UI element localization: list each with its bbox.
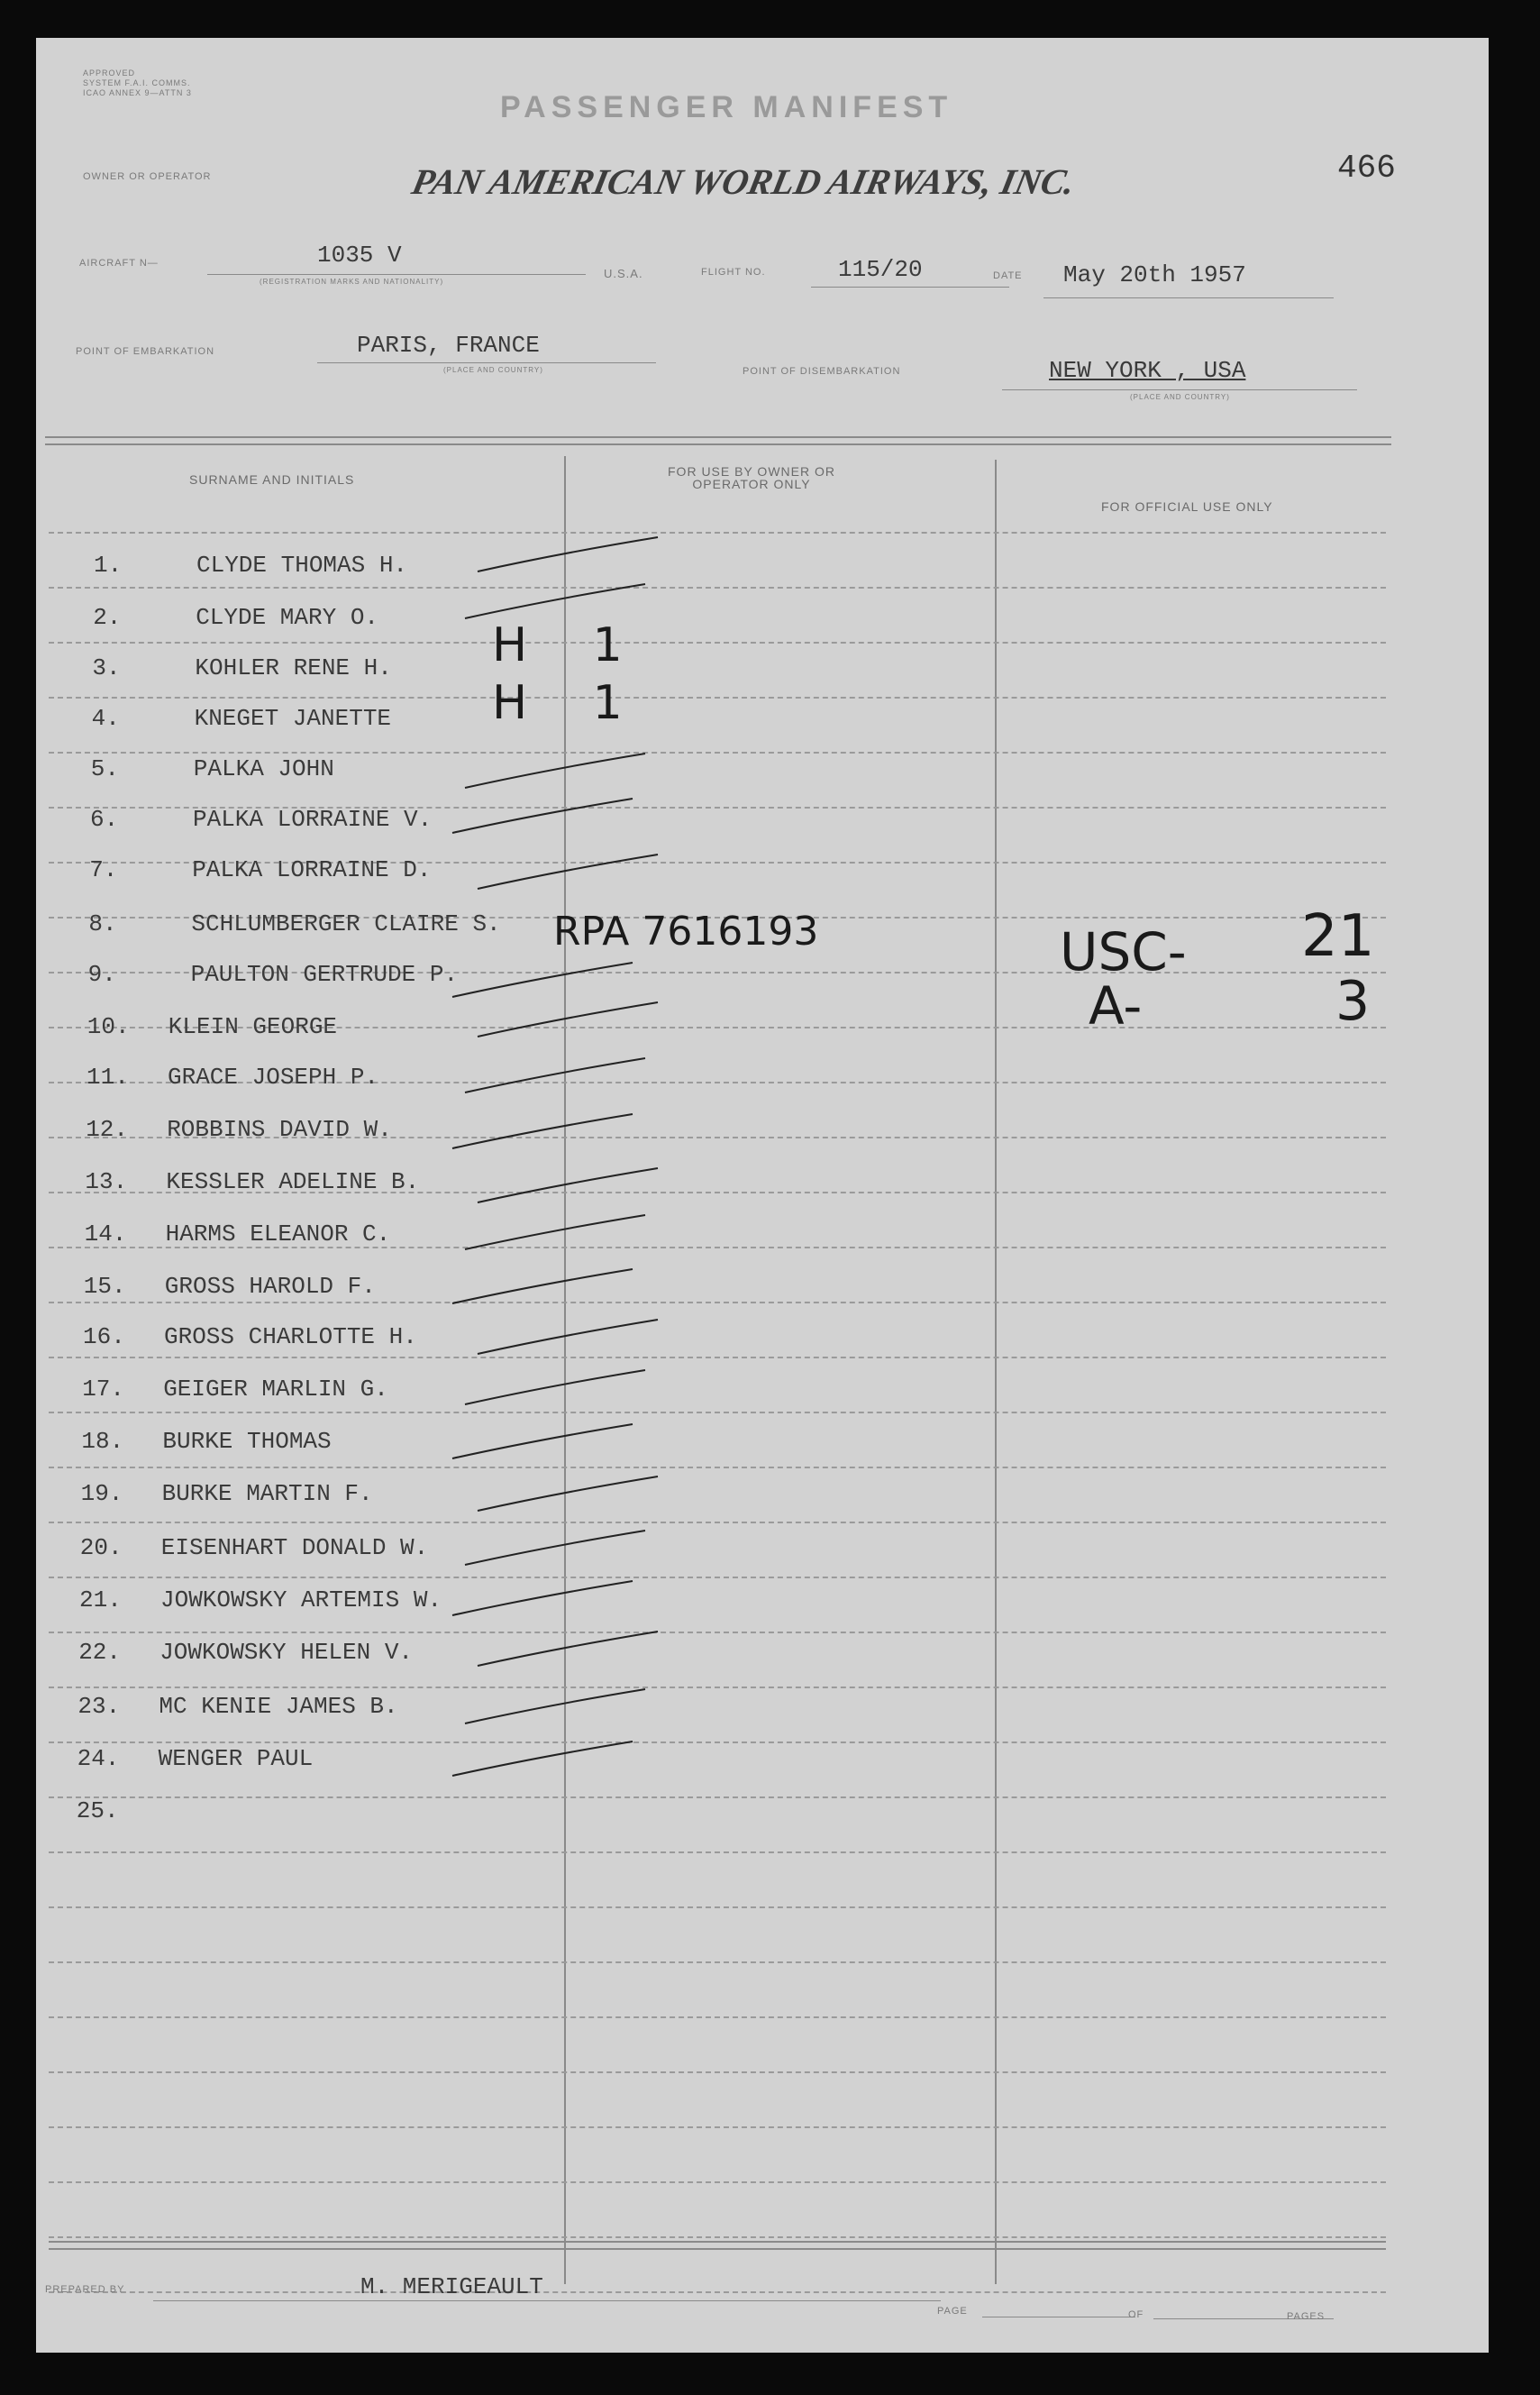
passenger-number: 5. <box>90 755 120 782</box>
passenger-name: JOWKOWSKY HELEN V. <box>159 1639 414 1666</box>
passenger-name: GROSS CHARLOTTE H. <box>164 1323 417 1350</box>
handwritten-usc-count: 21 <box>1301 903 1375 970</box>
passenger-name: CLYDE MARY O. <box>196 604 379 631</box>
owner-label: OWNER OR OPERATOR <box>83 171 212 182</box>
bottom-rule <box>49 2241 1386 2243</box>
handwritten-rpa-number: RPA 7616193 <box>553 909 819 955</box>
passenger-number: 21. <box>79 1586 122 1613</box>
registration-caption: (REGISTRATION MARKS AND NATIONALITY) <box>260 278 444 286</box>
passenger-name: JOWKOWSKY ARTEMIS W. <box>160 1586 442 1613</box>
passenger-name: KESSLER ADELINE B. <box>166 1168 420 1195</box>
approved-line: APPROVED <box>83 69 136 78</box>
check-mark <box>465 1689 645 1723</box>
passenger-number: 1. <box>94 552 123 579</box>
passenger-name: BURKE MARTIN F. <box>161 1480 373 1507</box>
check-mark <box>452 1114 633 1148</box>
passenger-number: 20. <box>79 1534 123 1561</box>
passenger-number: 25. <box>76 1797 119 1824</box>
usa-label: U.S.A. <box>604 267 643 280</box>
embarkation-caption: (PLACE AND COUNTRY) <box>443 366 543 374</box>
passenger-number: 18. <box>81 1428 124 1455</box>
prepared-underline <box>153 2300 941 2301</box>
check-mark <box>452 1269 633 1303</box>
page-label: PAGE <box>937 2306 968 2317</box>
passenger-name: ROBBINS DAVID W. <box>167 1116 392 1143</box>
check-mark <box>465 1215 645 1249</box>
form-title: PASSENGER MANIFEST <box>500 90 953 124</box>
check-mark <box>478 855 658 889</box>
check-mark <box>465 1058 645 1092</box>
passenger-name: KOHLER RENE H. <box>195 654 392 681</box>
passenger-name: PAULTON GERTRUDE P. <box>190 961 459 988</box>
check-mark <box>452 963 633 997</box>
check-mark <box>452 1581 633 1615</box>
prepared-by-value: M. MERIGEAULT <box>360 2273 543 2300</box>
handwritten-usc: USC- <box>1060 921 1187 983</box>
passenger-name: SCHLUMBERGER CLAIRE S. <box>191 910 501 937</box>
passenger-number: 13. <box>85 1168 128 1195</box>
col-header-official: FOR OFFICIAL USE ONLY <box>1101 499 1273 514</box>
passenger-name: BURKE THOMAS <box>162 1428 332 1455</box>
approved-line: SYSTEM F.A.I. COMMS. <box>83 78 191 87</box>
passenger-name: WENGER PAUL <box>158 1745 314 1772</box>
col-header-owner: FOR USE BY OWNER OR OPERATOR ONLY <box>668 464 835 491</box>
check-mark <box>465 754 645 788</box>
approved-line: ICAO ANNEX 9—ATTN 3 <box>83 88 192 97</box>
passenger-number: 22. <box>78 1639 121 1666</box>
passenger-name: KNEGET JANETTE <box>194 705 392 732</box>
passenger-number: 8. <box>88 910 117 937</box>
pages-label: PAGES <box>1287 2311 1326 2322</box>
date-value: May 20th 1957 <box>1063 261 1246 288</box>
disembarkation-label: POINT OF DISEMBARKATION <box>743 366 901 377</box>
passenger-number: 9. <box>87 961 116 988</box>
handwritten-h1-row4: H 1 <box>492 676 648 730</box>
check-mark <box>478 1320 658 1354</box>
check-mark <box>478 1002 658 1037</box>
aircraft-label: AIRCRAFT N— <box>79 258 159 269</box>
passenger-number: 16. <box>83 1323 125 1350</box>
check-mark <box>478 1476 658 1511</box>
handwritten-alien-count: 3 <box>1335 970 1371 1033</box>
passenger-name: HARMS ELEANOR C. <box>165 1220 391 1248</box>
passenger-number: 10. <box>87 1013 130 1040</box>
owner-name: PAN AMERICAN WORLD AIRWAYS, INC. <box>408 161 1080 202</box>
passenger-name: GEIGER MARLIN G. <box>163 1376 388 1403</box>
page-number: 466 <box>1337 150 1396 187</box>
passenger-number: 3. <box>92 654 121 681</box>
passenger-number: 19. <box>80 1480 123 1507</box>
passenger-number: 2. <box>93 604 122 631</box>
check-mark <box>452 1424 633 1458</box>
embarkation-value: PARIS, FRANCE <box>357 332 540 359</box>
check-mark <box>452 1741 633 1776</box>
passenger-name: MC KENIE JAMES B. <box>159 1693 398 1720</box>
handwritten-alien: A- <box>1089 975 1143 1037</box>
passenger-number: 17. <box>82 1376 124 1403</box>
prepared-by-label: PREPARED BY <box>45 2284 125 2295</box>
check-mark <box>452 799 633 833</box>
check-mark <box>465 1370 645 1404</box>
embarkation-label: POINT OF EMBARKATION <box>76 346 215 357</box>
bottom-rule-2 <box>49 2248 1386 2250</box>
manifest-page <box>36 38 1489 2353</box>
passenger-name: KLEIN GEORGE <box>168 1013 338 1040</box>
check-mark <box>465 1531 645 1565</box>
col-header-surname: SURNAME AND INITIALS <box>189 472 355 487</box>
check-mark <box>465 584 645 618</box>
passenger-number: 7. <box>89 856 118 883</box>
passenger-number: 24. <box>77 1745 120 1772</box>
passenger-number: 12. <box>86 1116 128 1143</box>
passenger-name: EISENHART DONALD W. <box>160 1534 429 1561</box>
passenger-name: GROSS HAROLD F. <box>164 1273 376 1300</box>
passenger-number: 15. <box>83 1273 126 1300</box>
disembarkation-caption: (PLACE AND COUNTRY) <box>1130 393 1230 401</box>
passenger-name: GRACE JOSEPH P. <box>168 1064 379 1091</box>
passenger-name: PALKA LORRAINE V. <box>193 806 433 833</box>
passenger-name: CLYDE THOMAS H. <box>196 552 408 579</box>
of-label: OF <box>1128 2309 1144 2320</box>
check-mark <box>478 1632 658 1666</box>
passenger-name: PALKA LORRAINE D. <box>192 856 432 883</box>
passenger-number: 6. <box>90 806 119 833</box>
disembarkation-value: NEW YORK , USA <box>1049 357 1246 384</box>
passenger-number: 14. <box>84 1220 127 1248</box>
passenger-number: 4. <box>91 705 120 732</box>
handwritten-h1-row3: H 1 <box>492 618 648 672</box>
check-mark <box>478 537 658 571</box>
aircraft-value: 1035 V <box>317 242 402 269</box>
check-mark <box>478 1168 658 1202</box>
passenger-number: 11. <box>87 1064 129 1091</box>
passenger-name: PALKA JOHN <box>193 755 334 782</box>
flight-value: 115/20 <box>838 256 923 283</box>
passenger-number: 23. <box>77 1693 121 1720</box>
flight-label: FLIGHT NO. <box>701 267 766 278</box>
check-marks <box>36 38 1489 2353</box>
date-label: DATE <box>993 270 1023 281</box>
